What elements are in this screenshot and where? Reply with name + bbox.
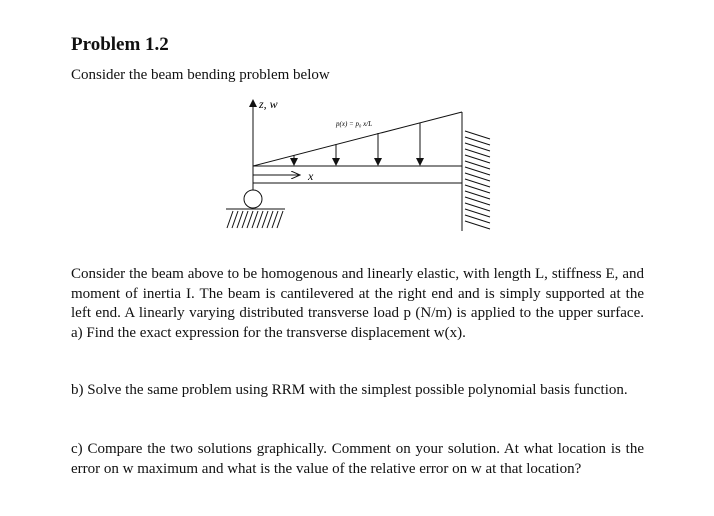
pin-support [226,190,285,228]
intro-text: Consider the beam bending problem below [71,67,330,83]
z-axis-label: z, w [259,97,278,111]
part-c: c) Compare the two solutions graphically. Comment on your solution. At what location is the error on w maximum and what is the value of the relative error on w at that location? [71,441,644,477]
problem-title: Problem 1.2 [71,34,169,55]
load-label: p(x) = p₀ x/L [336,120,373,128]
x-axis-label: x [308,169,314,183]
part-b: b) Solve the same problem using RRM with the simplest possible polynomial basis function. [71,382,628,398]
fixed-wall [462,130,490,231]
problem-statement: Consider the beam above to be homogenous and linearly elastic, with length L, stiffness E, and moment of inertia I. The beam is cantilevered at the right end and is simply supported at the left end. A linearly varying distributed transverse load p (N/m) is applied to the upper surface. a) Find the exact expression for the transverse displacement w(x). [71,266,644,341]
